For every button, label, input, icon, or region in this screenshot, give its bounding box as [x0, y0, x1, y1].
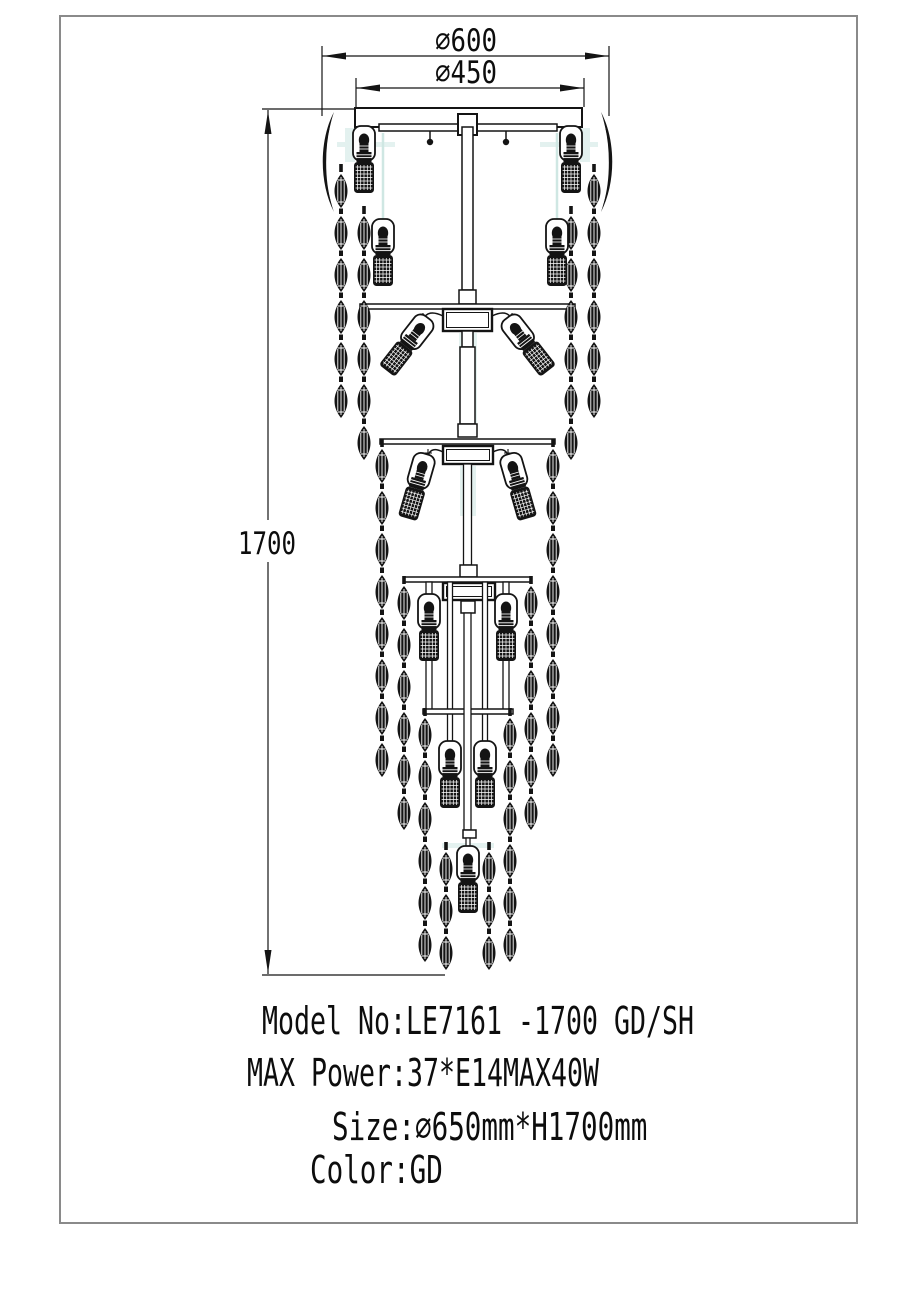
- crystal-bead-icon: [525, 712, 538, 752]
- dim-label-450: ⌀450: [435, 55, 497, 91]
- crystal-bead-icon: [504, 802, 517, 842]
- bead-string: [335, 164, 348, 418]
- side-blade-right: [601, 112, 612, 212]
- crystal-bead-icon: [419, 844, 432, 884]
- dim-label-height: 1700: [238, 526, 296, 562]
- crystal-bead-icon: [440, 894, 453, 934]
- crystal-bead-icon: [525, 754, 538, 794]
- crystal-bead-icon: [504, 844, 517, 884]
- crystal-bead-icon: [547, 575, 560, 615]
- crystal-bead-icon: [504, 886, 517, 926]
- crystal-bead-icon: [419, 928, 432, 962]
- crystal-bead-icon: [547, 533, 560, 573]
- crystal-bead-icon: [419, 718, 432, 758]
- crystal-bead-icon: [547, 491, 560, 531]
- crystal-bead-icon: [376, 659, 389, 699]
- bead-string: [504, 708, 517, 962]
- bead-string: [525, 576, 538, 830]
- bead-string: [440, 842, 453, 970]
- bead-string: [588, 164, 601, 418]
- crystal-bead-icon: [483, 936, 496, 970]
- crystal-bead-icon: [376, 617, 389, 657]
- bead-string: [483, 842, 496, 970]
- crystal-bead-icon: [483, 894, 496, 934]
- bead-string: [376, 439, 389, 777]
- crystal-bead-icon: [376, 491, 389, 531]
- crystal-bead-icon: [335, 258, 348, 298]
- crystal-bead-icon: [335, 300, 348, 340]
- crystal-bead-icon: [376, 449, 389, 489]
- bead-string: [358, 206, 371, 460]
- side-blade-left: [323, 112, 334, 212]
- crystal-bead-icon: [376, 701, 389, 741]
- crystal-bead-icon: [547, 659, 560, 699]
- crystal-bead-icon: [547, 743, 560, 777]
- crystal-bead-icon: [588, 342, 601, 382]
- crystal-bead-icon: [398, 628, 411, 668]
- arrow-left-icon: [323, 53, 346, 60]
- candle-lamp-icon: [418, 594, 440, 661]
- crystal-bead-icon: [398, 586, 411, 626]
- crystal-bead-icon: [504, 928, 517, 962]
- arrow-right-icon: [585, 53, 608, 60]
- candle-lamp-icon: [397, 451, 437, 521]
- arrow-down-icon: [265, 950, 272, 973]
- crystal-bead-icon: [358, 258, 371, 298]
- crystal-bead-icon: [547, 449, 560, 489]
- arrow-right-icon: [560, 85, 583, 92]
- crystal-bead-icon: [419, 802, 432, 842]
- crystal-bead-icon: [588, 258, 601, 298]
- crystal-bead-icon: [335, 174, 348, 214]
- candle-lamp-icon: [560, 126, 582, 193]
- crystal-bead-icon: [565, 384, 578, 424]
- candle-lamp-icon: [474, 741, 496, 808]
- crystal-bead-icon: [358, 426, 371, 460]
- crystal-bead-icon: [376, 533, 389, 573]
- crystal-bead-icon: [335, 216, 348, 256]
- crystal-bead-icon: [398, 670, 411, 710]
- hook-pin-icon: [427, 139, 433, 145]
- crystal-bead-icon: [440, 936, 453, 970]
- crystal-bead-icon: [398, 754, 411, 794]
- crystal-bead-icon: [398, 796, 411, 830]
- candle-lamp-icon: [439, 741, 461, 808]
- arrow-up-icon: [265, 111, 272, 134]
- bead-string: [398, 576, 411, 830]
- candle-lamp-icon: [353, 126, 375, 193]
- crystal-bead-icon: [565, 426, 578, 460]
- crystal-bead-icon: [504, 760, 517, 800]
- spec-size: Size:⌀650mm*H1700mm: [332, 1105, 648, 1149]
- crystal-bead-icon: [483, 852, 496, 892]
- crystal-bead-icon: [588, 174, 601, 214]
- candle-lamp-icon: [546, 219, 568, 286]
- spec-block: [247, 999, 694, 1192]
- crystal-bead-icon: [565, 342, 578, 382]
- crystal-bead-icon: [588, 216, 601, 256]
- crystal-bead-icon: [376, 575, 389, 615]
- crystal-bead-icon: [358, 342, 371, 382]
- crystal-bead-icon: [525, 628, 538, 668]
- candle-lamp-icon: [378, 311, 437, 377]
- hook-pin-icon: [503, 139, 509, 145]
- spec-model: Model No:LE7161 -1700 GD/SH: [262, 999, 694, 1043]
- arrow-left-icon: [357, 85, 380, 92]
- crystal-bead-icon: [588, 300, 601, 340]
- dim-label-600: ⌀600: [435, 23, 497, 59]
- crystal-bead-icon: [419, 886, 432, 926]
- crystal-bead-icon: [547, 617, 560, 657]
- crystal-bead-icon: [588, 384, 601, 418]
- crystal-bead-icon: [525, 670, 538, 710]
- crystal-bead-icon: [376, 743, 389, 777]
- candle-lamp-icon: [372, 219, 394, 286]
- spec-color: Color:GD: [310, 1148, 443, 1192]
- crystal-bead-icon: [335, 384, 348, 418]
- candle-lamp-icon: [498, 451, 538, 521]
- candle-lamp-icon: [498, 311, 557, 377]
- crystal-bead-icon: [335, 342, 348, 382]
- candle-lamp-icon: [495, 594, 517, 661]
- spec-power: MAX Power:37*E14MAX40W: [247, 1051, 600, 1095]
- crystal-bead-icon: [547, 701, 560, 741]
- crystal-bead-icon: [440, 852, 453, 892]
- crystal-bead-icon: [525, 796, 538, 830]
- crystal-bead-icon: [358, 384, 371, 424]
- crystal-bead-icon: [419, 760, 432, 800]
- bead-string: [547, 439, 560, 777]
- crystal-bead-icon: [358, 216, 371, 256]
- bead-string: [419, 708, 432, 962]
- crystal-bead-icon: [504, 718, 517, 758]
- crystal-bead-icon: [525, 586, 538, 626]
- crystal-bead-icon: [398, 712, 411, 752]
- candle-lamp-icon: [457, 846, 479, 913]
